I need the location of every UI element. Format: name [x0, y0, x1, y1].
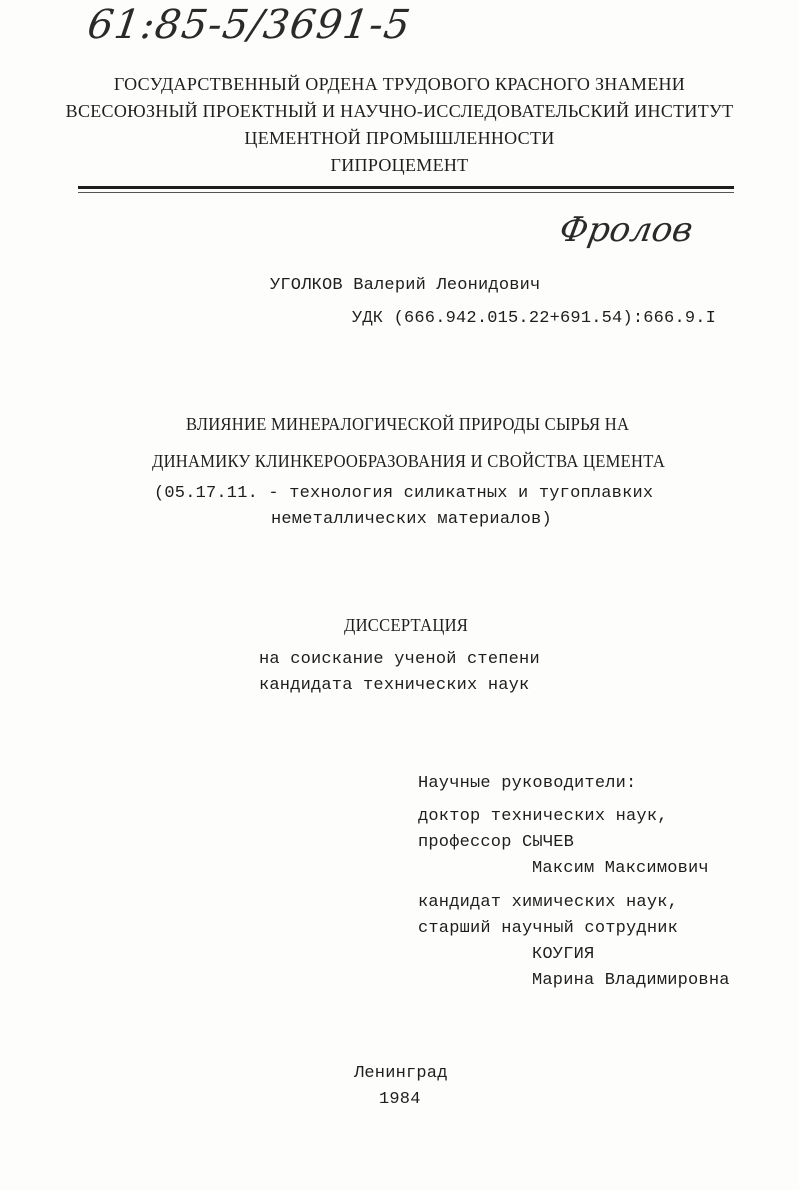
title-line-2: ДИНАМИКУ КЛИНКЕРООБРАЗОВАНИЯ И СВОЙСТВА ЦЕМЕНТА — [152, 451, 666, 471]
supervisor-2-surname: КОУГИЯ — [532, 945, 595, 964]
year: 1984 — [379, 1090, 421, 1109]
handwritten-code: 61:85-5/3691-5 — [84, 2, 414, 48]
dissertation-heading: ДИССЕРТАЦИЯ — [344, 615, 469, 635]
institution-line-4: ГИПРОЦЕМЕНТ — [330, 155, 469, 175]
supervisor-2-degree: кандидат химических наук, — [418, 893, 679, 912]
institution-line-3: ЦЕМЕНТНОЙ ПРОМЫШЛЕННОСТИ — [244, 128, 555, 148]
signature: Фролов — [556, 210, 696, 250]
place: Ленинград — [354, 1064, 448, 1083]
specialty-line-1: (05.17.11. - технология силикатных и тугоплавких — [154, 484, 654, 503]
supervisor-2-title: старший научный сотрудник — [418, 919, 679, 938]
author-name: УГОЛКОВ Валерий Леонидович — [270, 276, 541, 295]
header-rule-thick — [78, 186, 734, 189]
institution-line-1: ГОСУДАРСТВЕННЫЙ ОРДЕНА ТРУДОВОГО КРАСНОГО ЗНАМЕНИ — [113, 74, 686, 94]
supervisor-2-name: Марина Владимировна — [532, 971, 730, 990]
dissertation-line-2: кандидата технических наук — [259, 676, 530, 695]
dissertation-line-1: на соискание ученой степени — [259, 650, 540, 669]
supervisors-heading: Научные руководители: — [418, 774, 637, 793]
udk-code: УДК (666.942.015.22+691.54):666.9.I — [352, 309, 717, 328]
specialty-line-2: неметаллических материалов) — [271, 510, 552, 529]
supervisor-1-title: профессор СЫЧЕВ — [418, 833, 575, 852]
supervisor-1-name: Максим Максимович — [532, 859, 709, 878]
institution-line-2: ВСЕСОЮЗНЫЙ ПРОЕКТНЫЙ И НАУЧНО-ИССЛЕДОВАТЕЛЬСКИЙ ИНСТИТУТ — [65, 101, 734, 121]
supervisor-1-degree: доктор технических наук, — [418, 807, 668, 826]
title-line-1: ВЛИЯНИЕ МИНЕРАЛОГИЧЕСКОЙ ПРИРОДЫ СЫРЬЯ НА — [186, 414, 630, 434]
header-rule-thin — [78, 192, 734, 193]
